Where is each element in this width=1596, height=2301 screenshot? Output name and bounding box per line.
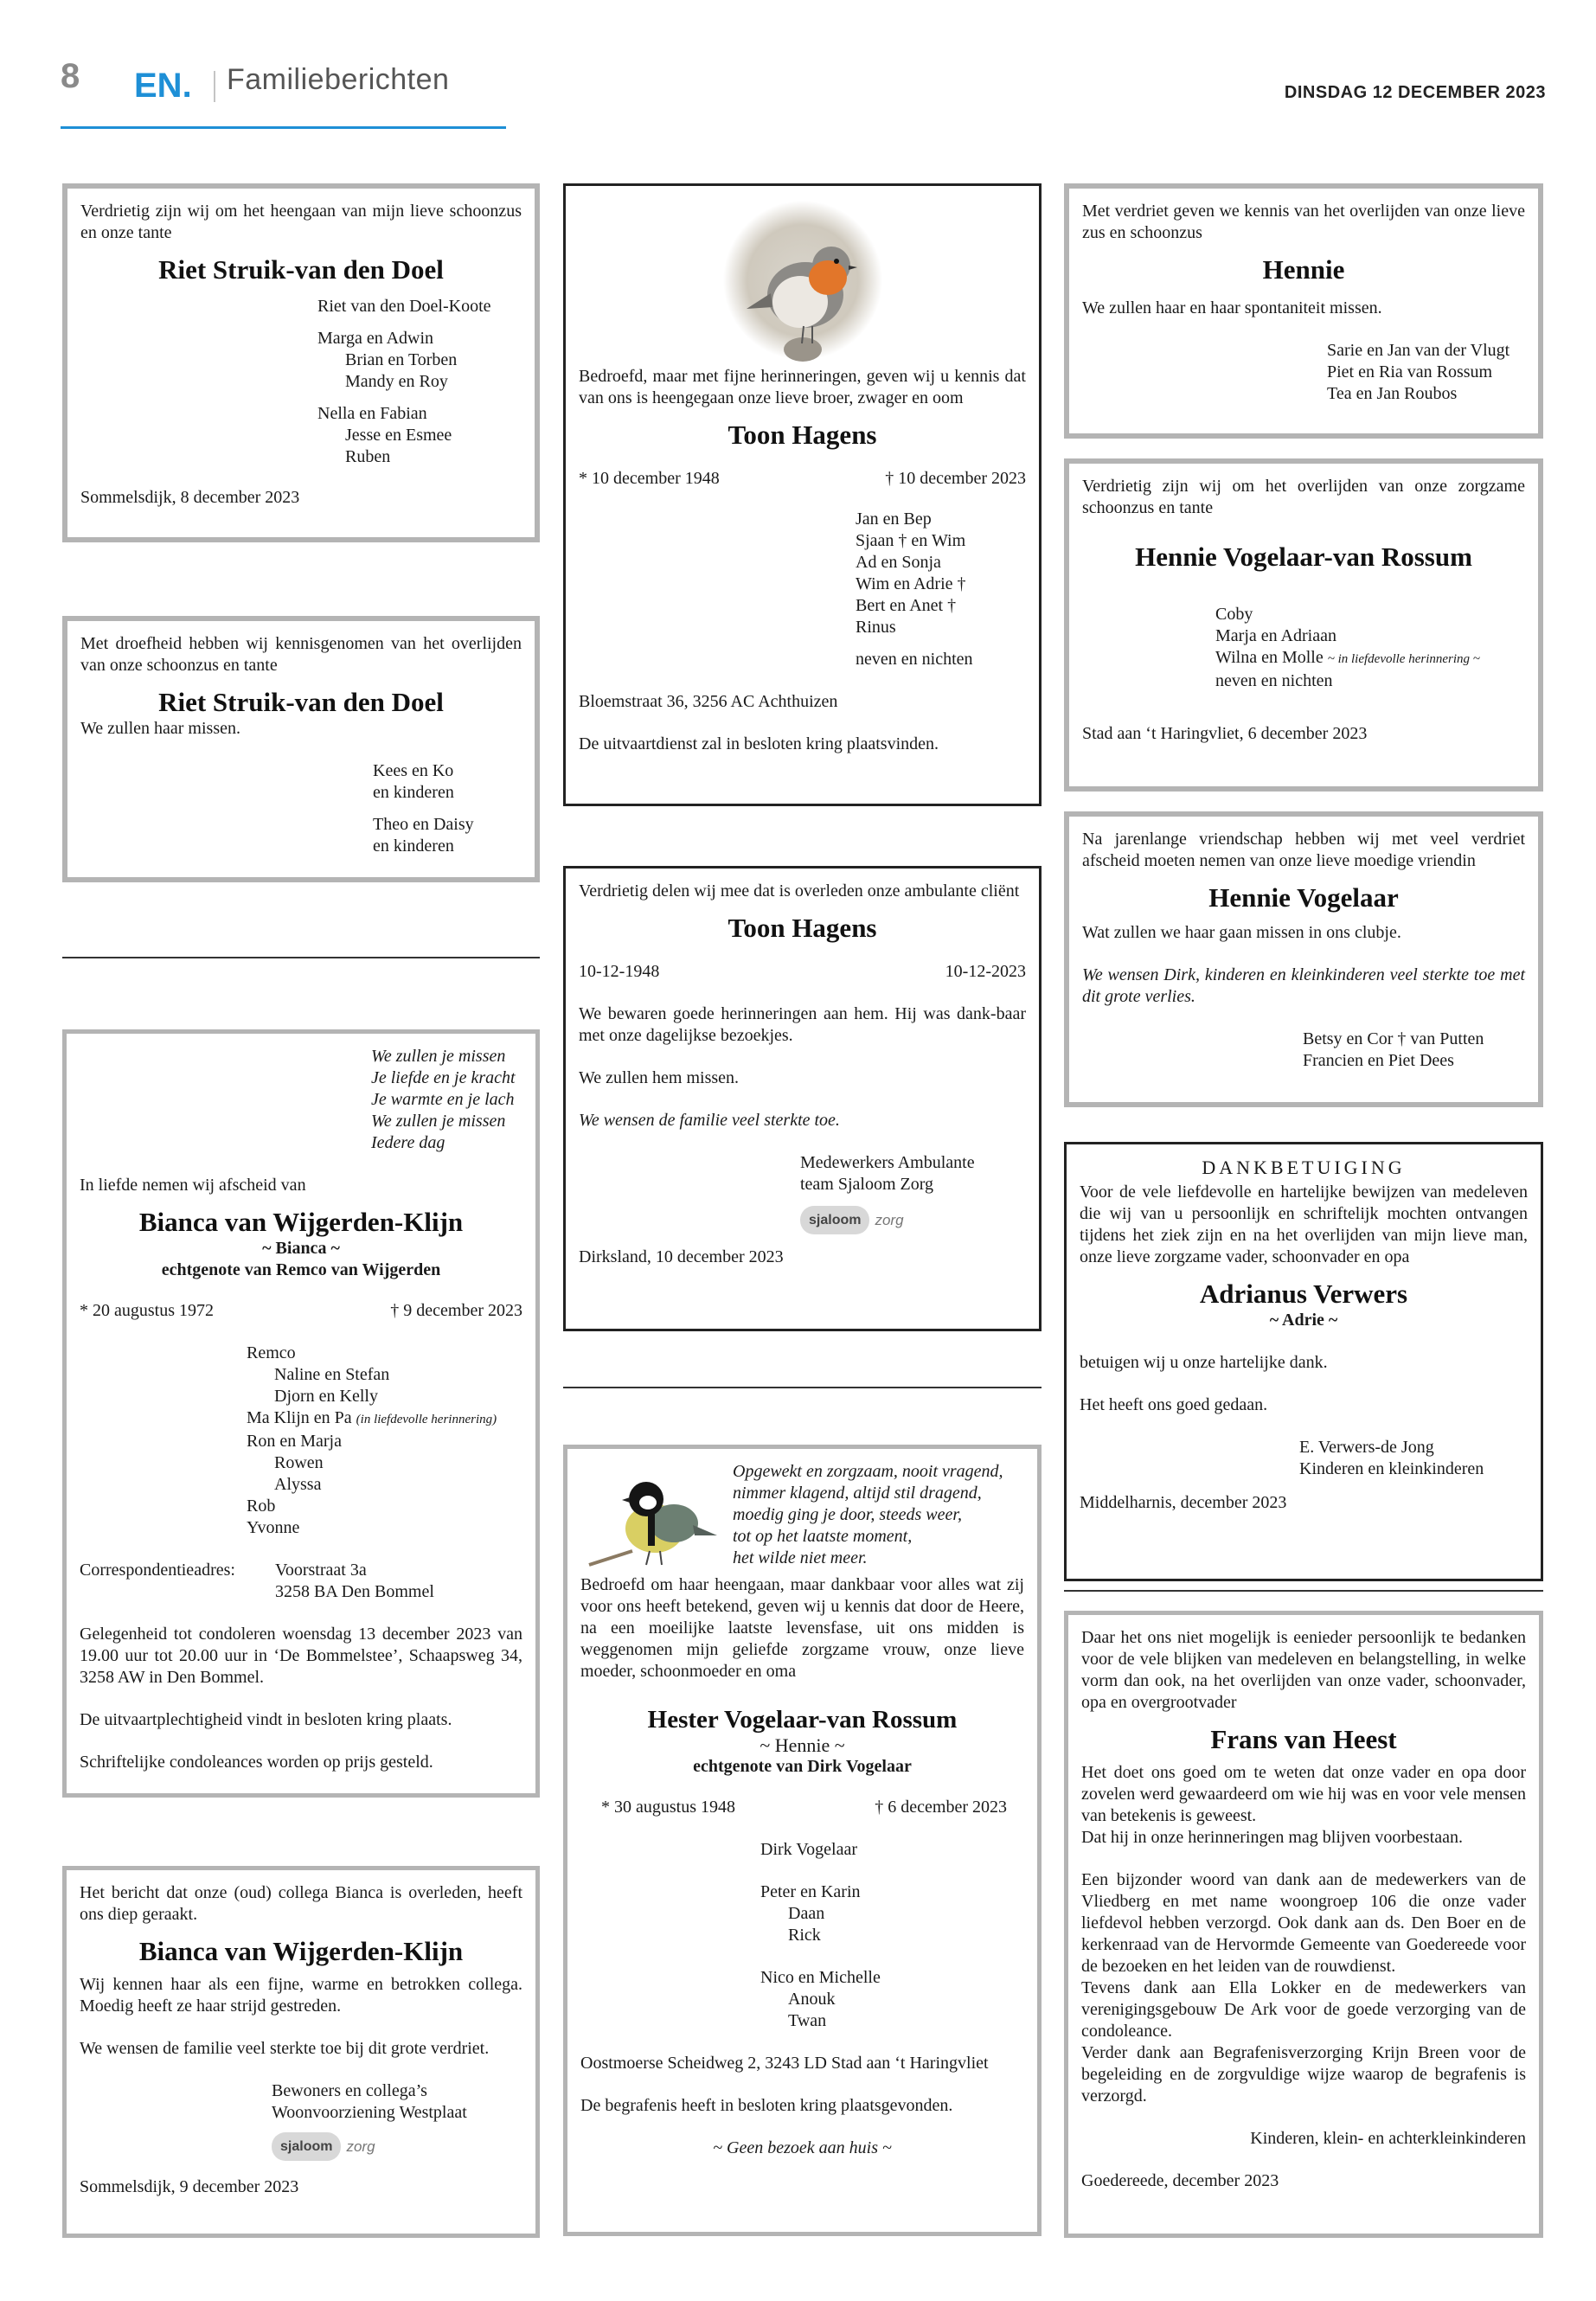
family-member: Ma Klijn en Pa (in liefdevolle herinnering) (247, 1408, 497, 1427)
signer: Kinderen, klein- en achterkleinkinderen (1250, 2129, 1526, 2148)
notice-text: We wensen de familie veel sterkte toe bij dit grote verdriet. (80, 2039, 490, 2058)
notice-intro: Na jarenlange vriendschap hebben wij met veel verdriet afscheid moeten nemen van onze lieve moedige vriendin (1082, 830, 1525, 870)
signer: en kinderen (373, 783, 454, 802)
poem-line: We zullen je missen (371, 1047, 506, 1066)
family-member: Djorn en Kelly (274, 1387, 378, 1406)
newspaper-logo (134, 67, 200, 102)
deceased-name: Toon Hagens (727, 420, 877, 450)
notice-hester-vogelaar-family (563, 1445, 1042, 2236)
notice-text: We bewaren goede herinneringen aan hem. Hij was dank-baar met onze dagelijkse bezoekjes. (579, 1004, 1026, 1045)
funeral-info: De begrafenis heeft in besloten kring plaatsgevonden. (580, 2096, 953, 2115)
signer: Betsy en Cor † van Putten (1303, 1029, 1484, 1048)
poem-line: nimmer klagend, altijd stil dragend, (733, 1484, 982, 1503)
family-member: Rinus (856, 618, 896, 637)
notice-hennie-friends (1064, 811, 1543, 1107)
written-condolence-info: Schriftelijke condoleances worden op prijs gesteld. (80, 1753, 433, 1772)
family-member: neven en nichten (856, 650, 973, 669)
family-member: Twan (788, 2011, 827, 2030)
notice-intro: Met verdriet geven we kennis van het overlijden van onze lieve zus en schoonzus (1082, 202, 1525, 242)
birth-date: 10-12-1948 (579, 962, 660, 981)
family-member: Dirk Vogelaar (760, 1840, 858, 1859)
family-member: Daan (788, 1904, 825, 1923)
notice-riet-struik-1 (62, 183, 540, 542)
signer: Wilna en Molle ~ in liefdevolle herinnering ~ (1215, 648, 1480, 667)
page-number: 8 (61, 57, 80, 95)
spouse-line: echtgenote van Remco van Wijgerden (161, 1260, 441, 1279)
family-member: Rob (247, 1497, 276, 1516)
notice-text: Het heeft ons goed gedaan. (1080, 1395, 1268, 1414)
notice-text: Wij kennen haar als een fijne, warme en betrokken collega. Moedig heeft ze haar strijd gestreden. (80, 1975, 522, 2016)
family-member: Wim en Adrie † (856, 574, 966, 593)
notice-intro: Met droefheid hebben wij kennisgenomen van het overlijden van onze schoonzus en tante (80, 634, 522, 675)
notice-intro: Daar het ons niet mogelijk is eenieder persoonlijk te bedanken voor de vele blijken van medeleven en belangstelling, in welke vorm dan ook, na het overlijden van onze vader, schoonvader, opa en overgrootvader (1081, 1628, 1526, 1712)
birth-date: * 30 augustus 1948 (601, 1798, 735, 1817)
funeral-info: De uitvaartdienst zal in besloten kring plaatsvinden. (579, 734, 939, 753)
notice-text: We zullen haar en haar spontaniteit missen. (1082, 298, 1382, 317)
notice-intro: In liefde nemen wij afscheid van (80, 1176, 306, 1195)
signer: Coby (1215, 605, 1253, 624)
poem-line: We zullen je missen (371, 1112, 506, 1131)
nickname: ~ Bianca ~ (262, 1239, 340, 1258)
correspondence-label: Correspondentieadres: (80, 1561, 235, 1580)
notice-text: Wat zullen we haar gaan missen in ons clubje. (1082, 923, 1401, 942)
deceased-name: Toon Hagens (727, 913, 877, 943)
deceased-name: Hennie (1262, 254, 1345, 285)
deceased-name: Hennie Vogelaar-van Rossum (1135, 542, 1472, 572)
svg-text:EN.: EN. (134, 67, 192, 102)
notice-intro: Verdrietig delen wij mee dat is overleden onze ambulante cliënt (579, 881, 1020, 901)
notice-text: We wensen Dirk, kinderen en kleinkinderen veel sterkte toe met dit grote verlies. (1082, 965, 1525, 1006)
notice-text: We zullen hem missen. (579, 1068, 740, 1087)
sjaloom-zorg-logo: sjaloom zorg (272, 2132, 375, 2161)
funeral-info: De uitvaartplechtigheid vindt in besloten kring plaats. (80, 1710, 452, 1729)
notice-text: Een bijzonder woord van dank aan de medewerkers van de Vliedberg en met name woongroep 106 die onze vader liefdevol hebben verzorgd. Ook dank aan ds. Den Boer en de kerkenraad van de Hervormde Gemeente van Goedereede voor de bezoeken en het leiden van de rouwdienst. (1081, 1870, 1526, 1976)
deceased-name: Bianca van Wijgerden-Klijn (138, 1207, 464, 1237)
dankbetuiging-title: DANKBETUIGING (1202, 1157, 1406, 1178)
notice-intro: Verdrietig zijn wij om het heengaan van mijn lieve schoonzus en onze tante (80, 202, 522, 242)
dankbetuiging-frans-van-heest (1064, 1611, 1543, 2238)
family-member: Naline en Stefan (274, 1365, 390, 1384)
deceased-name: Adrianus Verwers (1199, 1279, 1408, 1309)
signer: Kees en Ko (373, 761, 454, 780)
death-date: † 9 december 2023 (390, 1301, 522, 1320)
condolence-info: Gelegenheid tot condoleren woensdag 13 december 2023 van 19.00 uur tot 20.00 uur in ‘De Bommelstee’, Schaapsweg 34, 3258 AW in Den Bommel. (80, 1625, 522, 1687)
place-date: Goedereede, december 2023 (1081, 2171, 1279, 2190)
deceased-name: Riet Struik-van den Doel (158, 687, 444, 717)
dankbetuiging-adrianus-verwers (1064, 1142, 1543, 1581)
column-divider (1064, 1590, 1543, 1592)
home-address: Bloemstraat 36, 3256 AC Achthuizen (579, 692, 838, 711)
death-date: † 6 december 2023 (875, 1798, 1007, 1817)
family-member: Rowen (274, 1453, 324, 1472)
no-visit-note: ~ Geen bezoek aan huis ~ (713, 2138, 892, 2157)
column-divider (62, 957, 540, 958)
birth-date: * 10 december 1948 (579, 469, 720, 488)
family-member: Anouk (788, 1990, 836, 2009)
notice-intro: Bedroefd om haar heengaan, maar dankbaar voor alles wat zij voor ons heeft betekend, geven wij u kennis dat door de Heere, na een moeilijke laatste levensfase, uit ons midden is weggenomen mijn geliefde zorgzame vrouw, onze lieve moeder, schoonmoeder en oma (580, 1575, 1024, 1681)
death-date: 10-12-2023 (945, 962, 1026, 981)
family-member: Nico en Michelle (760, 1968, 881, 1987)
signer: Sarie en Jan van der Vlugt (1327, 341, 1510, 360)
deceased-name: Hester Vogelaar-van Rossum (647, 1706, 958, 1734)
birth-date: * 20 augustus 1972 (80, 1301, 214, 1320)
signer: neven en nichten (1215, 671, 1333, 690)
notice-toon-hagens-family (563, 183, 1042, 806)
signer: Nella en Fabian (317, 404, 427, 423)
notice-text: Dat hij in onze herinneringen mag blijven voorbestaan. (1081, 1828, 1463, 1847)
family-member: Peter en Karin (760, 1882, 861, 1901)
nickname: ~ Adrie ~ (1269, 1311, 1338, 1330)
deceased-name: Frans van Heest (1210, 1724, 1397, 1754)
signer: Kinderen en kleinkinderen (1299, 1459, 1484, 1478)
notice-intro: Voor de vele liefdevolle en hartelijke bewijzen van medeleven die wij van u persoonlijk en schriftelijk mochten ontvangen tijdens het ziek zijn en na het overlijden van mijn lieve man, onze lieve zorgzame vader, schoonvader en opa (1080, 1183, 1528, 1266)
death-date: † 10 december 2023 (885, 469, 1026, 488)
signer: Riet van den Doel-Koote (317, 297, 491, 316)
correspondence-address: Voorstraat 3a (275, 1561, 367, 1580)
place-date: Middelharnis, december 2023 (1080, 1493, 1287, 1512)
issue-date: DINSDAG 12 DECEMBER 2023 (1284, 83, 1546, 102)
spouse-line: echtgenote van Dirk Vogelaar (693, 1757, 912, 1776)
header-separator (214, 71, 215, 102)
signer: E. Verwers-de Jong (1299, 1438, 1434, 1457)
poem-line: Je liefde en je kracht (371, 1068, 516, 1087)
signer: Tea en Jan Roubos (1327, 384, 1458, 403)
signer: team Sjaloom Zorg (800, 1175, 934, 1194)
poem-line: tot op het laatste moment, (733, 1527, 913, 1546)
place-date: Stad aan ‘t Haringvliet, 6 december 2023 (1082, 724, 1368, 743)
section-title: Familieberichten (227, 63, 450, 96)
signer: Bewoners en collega’s (272, 2081, 427, 2100)
family-member: Bert en Anet † (856, 596, 957, 615)
signer: Mandy en Roy (345, 372, 448, 391)
notice-riet-struik-2 (62, 616, 540, 882)
family-member: Rick (788, 1926, 821, 1945)
notice-intro: Bedroefd, maar met fijne herinneringen, geven wij u kennis dat van ons is heengegaan onze lieve broer, zwager en oom (579, 367, 1026, 407)
poem-line: Opgewekt en zorgzaam, nooit vragend, (733, 1462, 1003, 1481)
sjaloom-zorg-logo: sjaloom zorg (800, 1206, 904, 1234)
notice-hennie-siblings (1064, 183, 1543, 439)
family-member: Sjaan † en Wim (856, 531, 966, 550)
family-member: Alyssa (274, 1475, 322, 1494)
poem-line: het wilde niet meer. (733, 1548, 868, 1567)
place-date: Sommelsdijk, 8 december 2023 (80, 488, 300, 507)
family-member: Yvonne (247, 1518, 300, 1537)
poem-line: moedig ging je door, steeds weer, (733, 1505, 962, 1524)
notice-intro: Verdrietig zijn wij om het overlijden van onze zorgzame schoonzus en tante (1082, 477, 1525, 517)
signer: en kinderen (373, 836, 454, 856)
deceased-name: Riet Struik-van den Doel (158, 254, 444, 285)
poem-line: Iedere dag (371, 1133, 445, 1152)
deceased-name: Bianca van Wijgerden-Klijn (138, 1936, 464, 1966)
deceased-name: Hennie Vogelaar (1208, 882, 1399, 913)
family-member: Ad en Sonja (856, 553, 941, 572)
notice-toon-hagens-sjaloom (563, 866, 1042, 1331)
family-member: Remco (247, 1343, 296, 1362)
notice-text: betuigen wij u onze hartelijke dank. (1080, 1353, 1328, 1372)
signer: Marja en Adriaan (1215, 626, 1336, 645)
place-date: Sommelsdijk, 9 december 2023 (80, 2177, 299, 2196)
signer: Theo en Daisy (373, 815, 474, 834)
notice-bianca-family (62, 1029, 540, 1798)
notice-text: Tevens dank aan Ella Lokker en de medewerkers van verenigingsgebouw De Ark voor de goede verzorging van de condoleance. (1081, 1978, 1526, 2041)
notice-text: We wensen de familie veel sterkte toe. (579, 1111, 840, 1130)
place-date: Dirksland, 10 december 2023 (579, 1247, 784, 1266)
poem-line: Je warmte en je lach (371, 1090, 515, 1109)
notice-hennie-vogelaar-family (1064, 458, 1543, 792)
signer: Medewerkers Ambulante (800, 1153, 975, 1172)
notice-bianca-colleagues (62, 1866, 540, 2238)
signer: Ruben (345, 447, 391, 466)
family-member: Ron en Marja (247, 1432, 342, 1451)
signer: Piet en Ria van Rossum (1327, 362, 1493, 381)
family-member: Jan en Bep (856, 510, 932, 529)
home-address: Oostmoerse Scheidweg 2, 3243 LD Stad aan ‘t Haringvliet (580, 2054, 989, 2073)
signer: Woonvoorziening Westplaat (272, 2103, 467, 2122)
signer: Brian en Torben (345, 350, 458, 369)
header-rule (61, 126, 506, 129)
notice-intro: Het bericht dat onze (oud) collega Bianca is overleden, heeft ons diep geraakt. (80, 1883, 522, 1924)
column-divider (563, 1387, 1042, 1388)
signer: Francien en Piet Dees (1303, 1051, 1454, 1070)
notice-text: We zullen haar missen. (80, 719, 240, 738)
signer: Jesse en Esmee (345, 426, 452, 445)
great-tit-bird-image (580, 1461, 719, 1569)
notice-text: Het doet ons goed om te weten dat onze vader en opa door zovelen werd gewaardeerd om wie hij was en voor vele mensen van betekenis is geweest. (1081, 1763, 1526, 1825)
notice-text: Verder dank aan Begrafenisverzorging Krijn Breen voor de begeleiding en de zorgvuldige wijze waarop de begrafenis is verzorgd. (1081, 2043, 1526, 2106)
nickname: ~ Hennie ~ (760, 1734, 845, 1756)
correspondence-address: 3258 BA Den Bommel (275, 1582, 434, 1601)
signer: Marga en Adwin (317, 329, 434, 348)
robin-bird-image (721, 198, 885, 362)
